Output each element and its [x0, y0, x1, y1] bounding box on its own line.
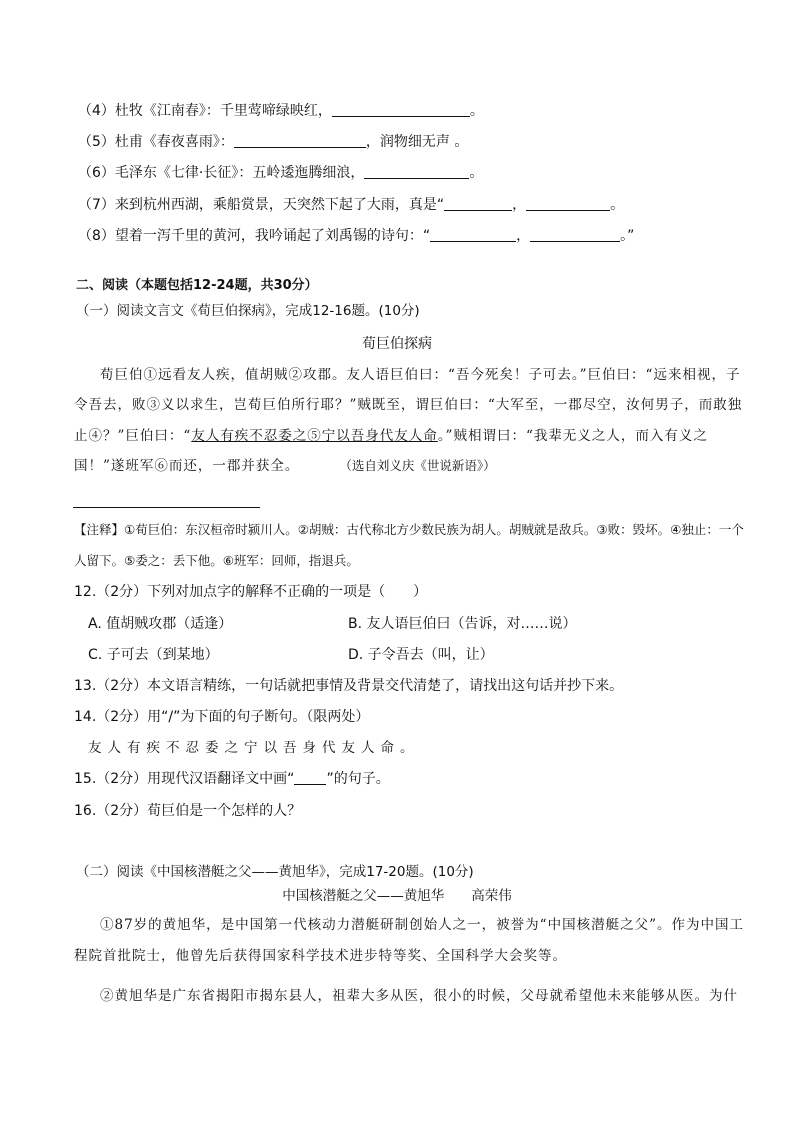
question-8-sep: ， — [516, 228, 531, 244]
question-5-end: ，润物细无声 。 — [365, 134, 469, 150]
article-line: 程院首批院士，他曾先后获得国家科学技术进步特等奖、全国科学大会奖等。 — [74, 948, 567, 964]
article-line: ①87岁的黄旭华，是中国第一代核动力潜艇研制创始人之一，被誉为“中国核潜艇之父”。作为中国工 — [100, 917, 744, 933]
option-c[interactable]: C. 子可去（到某地） — [88, 647, 219, 663]
underlined-sentence: 友人有疾不忍委之⑤宁以吾身代友人命 — [191, 428, 438, 444]
question-13: 13.（2分）本文语言精练，一句话就把事情及背景交代清楚了，请找出这句话并抄下来。 — [74, 678, 624, 694]
question-8-text: （8）望着一泻千里的黄河，我吟诵起了刘禹锡的诗句：“ — [78, 228, 431, 244]
passage-text: 国！”遂班军⑥而还，一郡并获全。 — [74, 458, 300, 474]
question-16: 16.（2分）荀巨伯是一个怎样的人？ — [74, 803, 302, 819]
passage-text: 。”贼相谓曰：“我辈无义之人，而入有义之 — [437, 428, 708, 444]
answer-blank[interactable] — [430, 227, 516, 242]
answer-blank[interactable] — [526, 196, 610, 211]
part1-instruction: （一）阅读文言文《荀巨伯探病》，完成12-16题。(10分) — [76, 303, 420, 319]
article-title: 中国核潜艇之父——黄旭华 高荣伟 — [282, 888, 512, 904]
question-15-text: 15.（2分）用现代汉语翻译文中画“ — [74, 771, 295, 787]
option-d[interactable]: D. 子令吾去（叫，让） — [348, 647, 494, 663]
question-7-sep: ， — [512, 197, 527, 213]
note-line: 人留下。⑤委之：丢下他。⑥班军：回师，指退兵。 — [74, 553, 359, 568]
answer-blank[interactable] — [530, 227, 620, 242]
question-6 — [78, 163, 483, 183]
question-4-text: （4）杜牧《江南春》：千里莺啼绿映红， — [78, 103, 332, 119]
passage-text: 止④？”巨伯曰：“ — [74, 428, 192, 444]
question-5 — [78, 132, 468, 152]
question-7-end: 。 — [610, 197, 625, 213]
option-b[interactable]: B. 友人语巨伯曰（告诉，对……说） — [348, 616, 577, 632]
question-7 — [78, 195, 624, 215]
answer-blank[interactable] — [234, 133, 366, 148]
article-line: ②黄旭华是广东省揭阳市揭东县人，祖辈大多从医，很小的时候，父母就希望他未来能够从医。为什 — [100, 988, 738, 1004]
question-6-end: 。 — [469, 165, 484, 181]
question-7-text: （7）来到杭州西湖，乘船赏景，天突然下起了大雨，真是“ — [78, 197, 445, 213]
question-15-end: ”的句子。 — [326, 771, 390, 787]
question-6-text: （6）毛泽东《七律·长征》：五岭逶迤腾细浪， — [78, 165, 365, 181]
passage-line — [74, 426, 708, 446]
answer-blank[interactable] — [364, 164, 469, 179]
passage-line: 荀巨伯①远看友人疾，值胡贼②攻郡。友人语巨伯曰：“吾今死矣！子可去。”巨伯曰：“远来相视，子 — [100, 367, 741, 383]
question-5-text: （5）杜甫《春夜喜雨》： — [78, 134, 234, 150]
note-divider — [73, 507, 260, 508]
note-line: 【注释】①荀巨伯：东汉桓帝时颍川人。②胡贼：古代称北方少数民族为胡人。胡贼就是敌兵。③败：毁坏。④独止：一个 — [74, 522, 744, 537]
question-14-sentence: 友人有疾不忍委之宁以吾身代友人命。 — [88, 740, 420, 756]
part2-instruction: （二）阅读《中国核潜艇之父——黄旭华》，完成17-20题。(10分) — [76, 864, 474, 880]
answer-blank[interactable] — [444, 196, 512, 211]
question-8-end: 。” — [620, 228, 635, 244]
passage-source: （选自刘义庆《世说新语》） — [339, 458, 496, 473]
answer-blank[interactable] — [332, 102, 470, 117]
passage-line: 令吾去，败③义以求生，岂荀巨伯所行耶？”贼既至，谓巨伯曰：“大军至，一郡尽空，汝何男子，而敢独 — [74, 397, 743, 413]
option-a[interactable]: A. 值胡贼攻郡（适逢） — [88, 616, 233, 632]
passage-line — [74, 456, 496, 476]
question-4-end: 。 — [469, 103, 484, 119]
question-15 — [74, 769, 390, 789]
section-heading: 二、阅读（本题包括12-24题，共30分） — [76, 278, 318, 293]
question-4 — [78, 101, 484, 121]
question-12: 12.（2分）下列对加点字的解释不正确的一项是（ ） — [74, 584, 428, 600]
underline-marker — [294, 770, 326, 785]
passage-title: 荀巨伯探病 — [362, 336, 432, 352]
question-14: 14.（2分）用“/”为下面的句子断句。（限两处） — [74, 709, 370, 725]
question-8 — [78, 226, 634, 246]
